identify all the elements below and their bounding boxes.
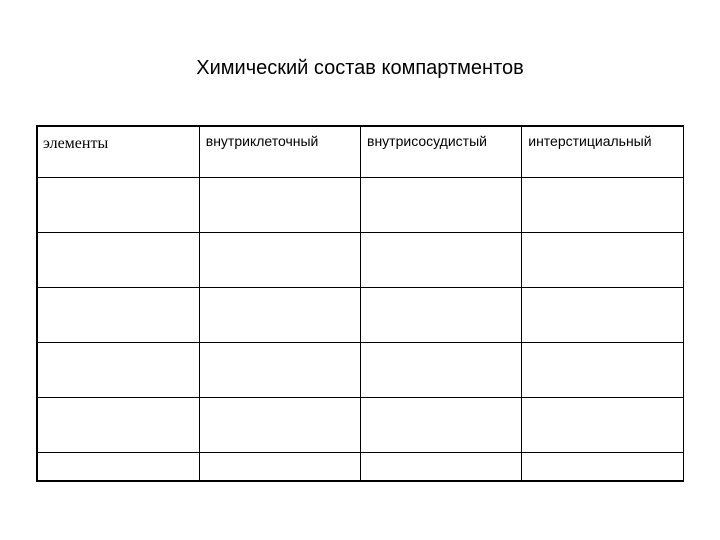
table-cell[interactable] [361, 453, 522, 481]
table-cell[interactable] [199, 178, 360, 233]
table-row [38, 288, 683, 343]
slide-title: Химический состав компартментов [196, 57, 524, 79]
table-cell[interactable] [522, 343, 683, 398]
table-cell[interactable] [522, 453, 683, 481]
table-cell[interactable] [361, 233, 522, 288]
table-cell[interactable] [38, 453, 199, 481]
table-cell[interactable] [199, 453, 360, 481]
table-header-row [38, 127, 683, 178]
header-interstitial: интерстициальный [522, 127, 683, 178]
table-row [38, 398, 683, 453]
table-row [38, 178, 683, 233]
table-row [38, 453, 683, 481]
table-cell[interactable] [38, 343, 199, 398]
table-cell[interactable] [38, 398, 199, 453]
header-intravascular: внутрисосудистый [361, 127, 522, 178]
table-cell[interactable] [522, 233, 683, 288]
table-cell[interactable] [522, 398, 683, 453]
table-cell[interactable] [199, 398, 360, 453]
table-cell[interactable] [38, 233, 199, 288]
table-cell[interactable] [522, 288, 683, 343]
table-cell[interactable] [199, 343, 360, 398]
compartment-table [38, 127, 683, 480]
table-cell[interactable] [361, 398, 522, 453]
table-cell[interactable] [199, 288, 360, 343]
table-cell[interactable] [38, 178, 199, 233]
table-row [38, 343, 683, 398]
header-elements: элементы [38, 127, 199, 178]
table-row [38, 233, 683, 288]
table-cell[interactable] [199, 233, 360, 288]
header-intracellular: внутриклеточный [199, 127, 360, 178]
compartment-table-frame [36, 125, 684, 482]
table-cell[interactable] [361, 178, 522, 233]
table-cell[interactable] [361, 288, 522, 343]
table-cell[interactable] [522, 178, 683, 233]
table-cell[interactable] [361, 343, 522, 398]
table-cell[interactable] [38, 288, 199, 343]
